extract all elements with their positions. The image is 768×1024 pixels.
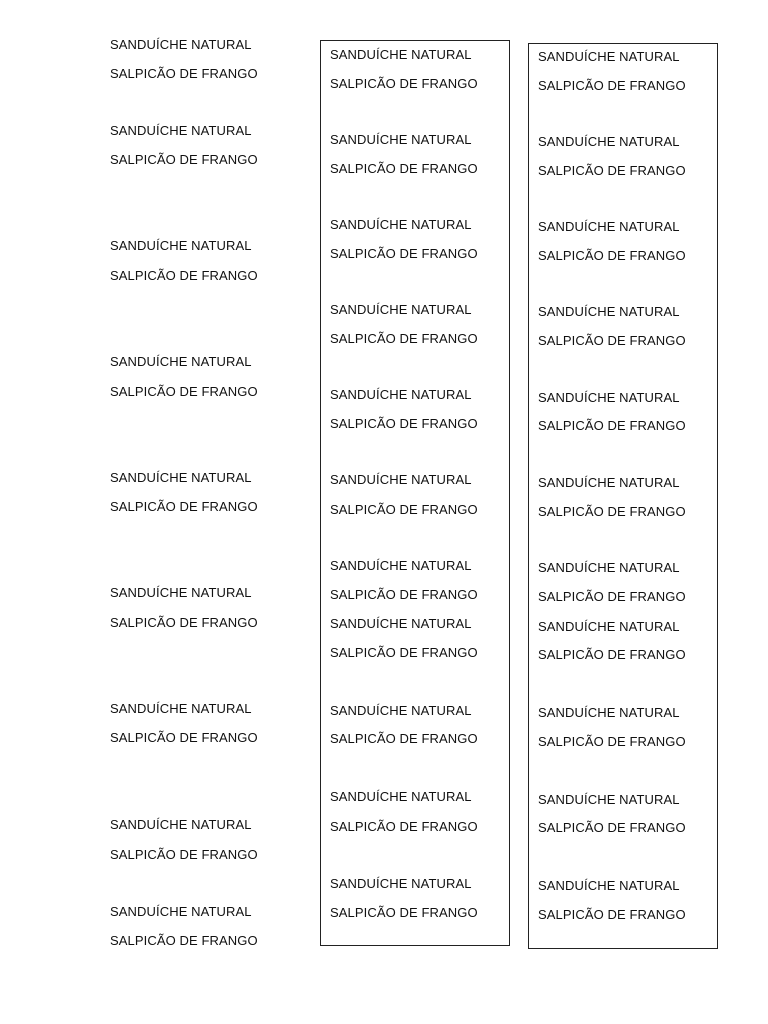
label-product-name: SANDUÍCHE NATURAL (538, 49, 680, 64)
label-flavor: SALPICÃO DE FRANGO (110, 66, 258, 81)
label-product-name: SANDUÍCHE NATURAL (330, 876, 472, 891)
label-flavor: SALPICÃO DE FRANGO (330, 331, 478, 346)
label-flavor: SALPICÃO DE FRANGO (330, 731, 478, 746)
right-label-column (528, 43, 718, 949)
label-product-name: SANDUÍCHE NATURAL (110, 37, 252, 52)
label-flavor: SALPICÃO DE FRANGO (538, 504, 686, 519)
label-product-name: SANDUÍCHE NATURAL (538, 560, 680, 575)
label-product-name: SANDUÍCHE NATURAL (110, 470, 252, 485)
label-product-name: SANDUÍCHE NATURAL (330, 472, 472, 487)
label-product-name: SANDUÍCHE NATURAL (538, 705, 680, 720)
label-flavor: SALPICÃO DE FRANGO (330, 416, 478, 431)
label-product-name: SANDUÍCHE NATURAL (538, 219, 680, 234)
label-flavor: SALPICÃO DE FRANGO (330, 819, 478, 834)
label-flavor: SALPICÃO DE FRANGO (538, 907, 686, 922)
label-flavor: SALPICÃO DE FRANGO (330, 587, 478, 602)
label-flavor: SALPICÃO DE FRANGO (330, 161, 478, 176)
label-flavor: SALPICÃO DE FRANGO (330, 645, 478, 660)
label-flavor: SALPICÃO DE FRANGO (538, 589, 686, 604)
label-flavor: SALPICÃO DE FRANGO (538, 333, 686, 348)
label-product-name: SANDUÍCHE NATURAL (330, 217, 472, 232)
label-product-name: SANDUÍCHE NATURAL (330, 616, 472, 631)
label-flavor: SALPICÃO DE FRANGO (330, 905, 478, 920)
label-flavor: SALPICÃO DE FRANGO (110, 384, 258, 399)
label-flavor: SALPICÃO DE FRANGO (110, 152, 258, 167)
label-flavor: SALPICÃO DE FRANGO (330, 246, 478, 261)
label-flavor: SALPICÃO DE FRANGO (538, 820, 686, 835)
label-product-name: SANDUÍCHE NATURAL (330, 302, 472, 317)
label-product-name: SANDUÍCHE NATURAL (538, 304, 680, 319)
label-product-name: SANDUÍCHE NATURAL (538, 878, 680, 893)
label-product-name: SANDUÍCHE NATURAL (330, 47, 472, 62)
label-flavor: SALPICÃO DE FRANGO (110, 268, 258, 283)
label-flavor: SALPICÃO DE FRANGO (330, 76, 478, 91)
label-product-name: SANDUÍCHE NATURAL (110, 123, 252, 138)
label-flavor: SALPICÃO DE FRANGO (538, 647, 686, 662)
label-product-name: SANDUÍCHE NATURAL (538, 390, 680, 405)
label-product-name: SANDUÍCHE NATURAL (330, 387, 472, 402)
left-label-column (110, 0, 310, 1024)
label-product-name: SANDUÍCHE NATURAL (538, 619, 680, 634)
label-product-name: SANDUÍCHE NATURAL (110, 354, 252, 369)
label-flavor: SALPICÃO DE FRANGO (538, 248, 686, 263)
label-product-name: SANDUÍCHE NATURAL (110, 238, 252, 253)
label-product-name: SANDUÍCHE NATURAL (538, 792, 680, 807)
middle-label-column (320, 40, 510, 946)
label-flavor: SALPICÃO DE FRANGO (538, 734, 686, 749)
label-product-name: SANDUÍCHE NATURAL (330, 789, 472, 804)
label-flavor: SALPICÃO DE FRANGO (110, 730, 258, 745)
label-flavor: SALPICÃO DE FRANGO (110, 499, 258, 514)
label-product-name: SANDUÍCHE NATURAL (330, 558, 472, 573)
label-product-name: SANDUÍCHE NATURAL (538, 475, 680, 490)
label-product-name: SANDUÍCHE NATURAL (110, 701, 252, 716)
label-product-name: SANDUÍCHE NATURAL (110, 904, 252, 919)
label-product-name: SANDUÍCHE NATURAL (110, 817, 252, 832)
label-flavor: SALPICÃO DE FRANGO (110, 933, 258, 948)
label-flavor: SALPICÃO DE FRANGO (538, 78, 686, 93)
label-product-name: SANDUÍCHE NATURAL (330, 132, 472, 147)
label-product-name: SANDUÍCHE NATURAL (330, 703, 472, 718)
label-flavor: SALPICÃO DE FRANGO (538, 163, 686, 178)
label-flavor: SALPICÃO DE FRANGO (538, 418, 686, 433)
label-product-name: SANDUÍCHE NATURAL (538, 134, 680, 149)
label-flavor: SALPICÃO DE FRANGO (110, 615, 258, 630)
label-flavor: SALPICÃO DE FRANGO (330, 502, 478, 517)
label-product-name: SANDUÍCHE NATURAL (110, 585, 252, 600)
label-flavor: SALPICÃO DE FRANGO (110, 847, 258, 862)
